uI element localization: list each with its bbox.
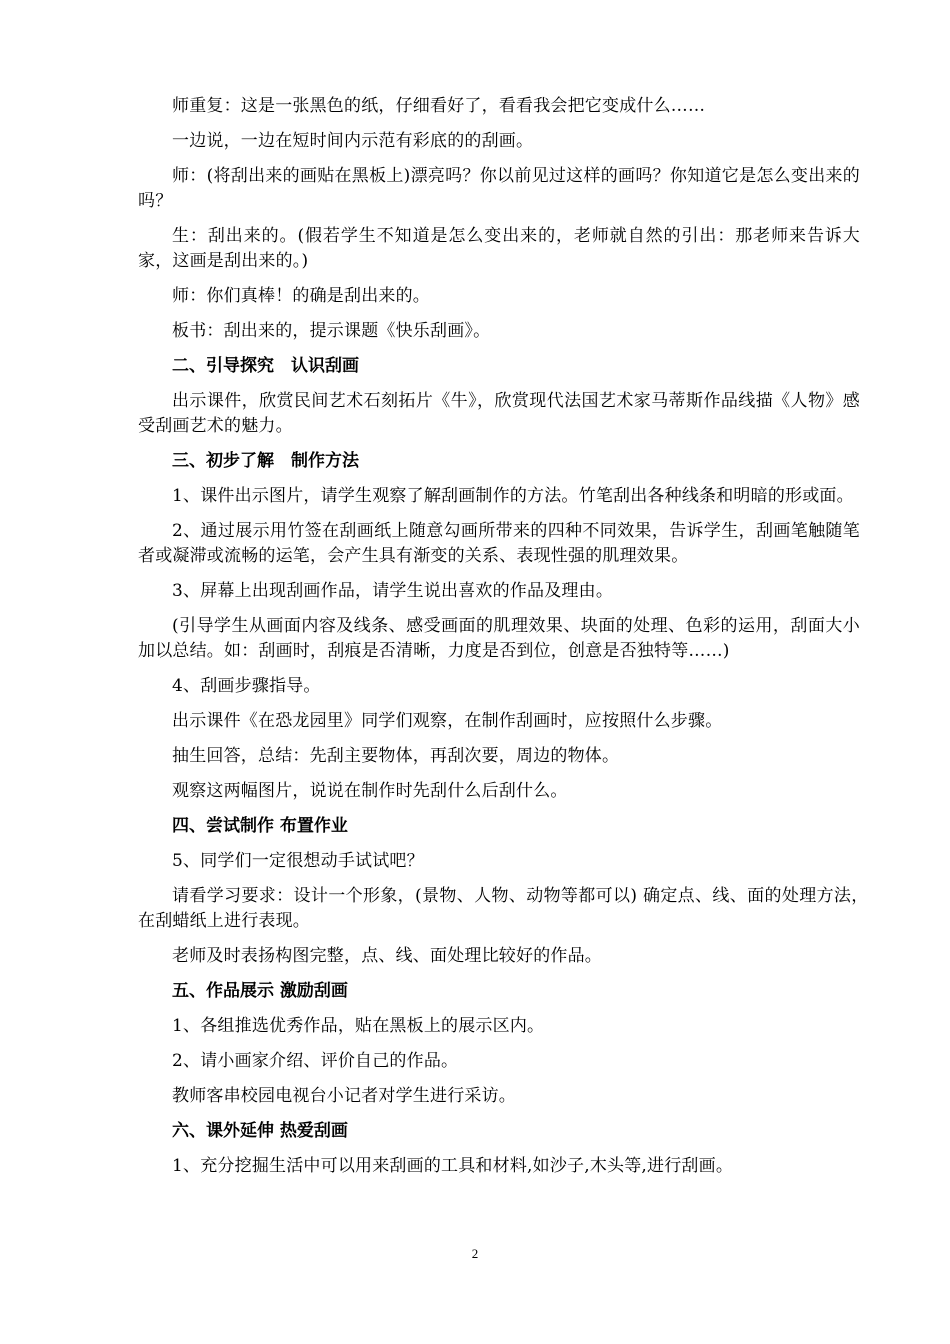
section-heading: 五、作品展示 激励刮画 (172, 981, 348, 1001)
paragraph: 教师客串校园电视台小记者对学生进行采访。 (172, 1086, 516, 1106)
section-heading: 六、课外延伸 热爱刮画 (172, 1121, 348, 1141)
paragraph: 2、通过展示用竹签在刮画纸上随意勾画所带来的四种不同效果，告诉学生，刮画笔触随笔者或凝滞或流畅的运笔，会产生具有渐变的关系、表现性强的肌理效果。 (138, 521, 860, 566)
paragraph: 师重复：这是一张黑色的纸，仔细看好了，看看我会把它变成什么…… (172, 96, 706, 116)
paragraph: 3、屏幕上出现刮画作品，请学生说出喜欢的作品及理由。 (172, 581, 614, 601)
document-body (138, 94, 878, 1189)
section-heading: 四、尝试制作 布置作业 (172, 816, 348, 836)
paragraph: 抽生回答，总结：先刮主要物体，再刮次要，周边的物体。 (172, 746, 620, 766)
page-number: 2 (471, 1246, 479, 1261)
paragraph: 师：(将刮出来的画贴在黑板上)漂亮吗？你以前见过这样的画吗？你知道它是怎么变出来的吗？ (138, 166, 860, 211)
paragraph: 一边说，一边在短时间内示范有彩底的的刮画。 (172, 131, 534, 151)
paragraph: 老师及时表扬构图完整，点、线、面处理比较好的作品。 (172, 946, 602, 966)
paragraph: 1、充分挖掘生活中可以用来刮画的工具和材料,如沙子,木头等,进行刮画。 (172, 1156, 734, 1176)
paragraph: 5、同学们一定很想动手试试吧？ (172, 851, 424, 871)
paragraph: 生：刮出来的。(假若学生不知道是怎么变出来的，老师就自然的引出：那老师来告诉大家，这画是刮出来的。) (138, 226, 860, 271)
paragraph: 请看学习要求：设计一个形象，(景物、人物、动物等都可以) 确定点、线、面的处理方法， 在刮蜡纸上进行表现。 (138, 886, 878, 931)
paragraph: 师：你们真棒！的确是刮出来的。 (172, 286, 430, 306)
paragraph: 出示课件《在恐龙园里》同学们观察，在制作刮画时，应按照什么步骤。 (172, 711, 723, 731)
paragraph: 板书：刮出来的，提示课题《快乐刮画》。 (172, 321, 491, 341)
section-heading: 二、引导探究 认识刮画 (172, 356, 359, 376)
paragraph: 观察这两幅图片，说说在制作时先刮什么后刮什么。 (172, 781, 568, 801)
section-heading: 三、初步了解 制作方法 (172, 451, 359, 471)
paragraph: 2、请小画家介绍、评价自己的作品。 (172, 1051, 459, 1071)
paragraph: 1、各组推选优秀作品，贴在黑板上的展示区内。 (172, 1016, 545, 1036)
paragraph: 1、课件出示图片，请学生观察了解刮画制作的方法。竹笔刮出各种线条和明暗的形或面。 (172, 486, 854, 506)
paragraph: 出示课件，欣赏民间艺术石刻拓片《牛》，欣赏现代法国艺术家马蒂斯作品线描《人物》感受刮画艺术的魅力。 (138, 391, 860, 436)
paragraph: 4、刮画步骤指导。 (172, 676, 321, 696)
paragraph: (引导学生从画面内容及线条、感受画面的肌理效果、块面的处理、色彩的运用，刮面大小加以总结。如：刮画时，刮痕是否清晰，力度是否到位，创意是否独特等……) (138, 616, 860, 661)
